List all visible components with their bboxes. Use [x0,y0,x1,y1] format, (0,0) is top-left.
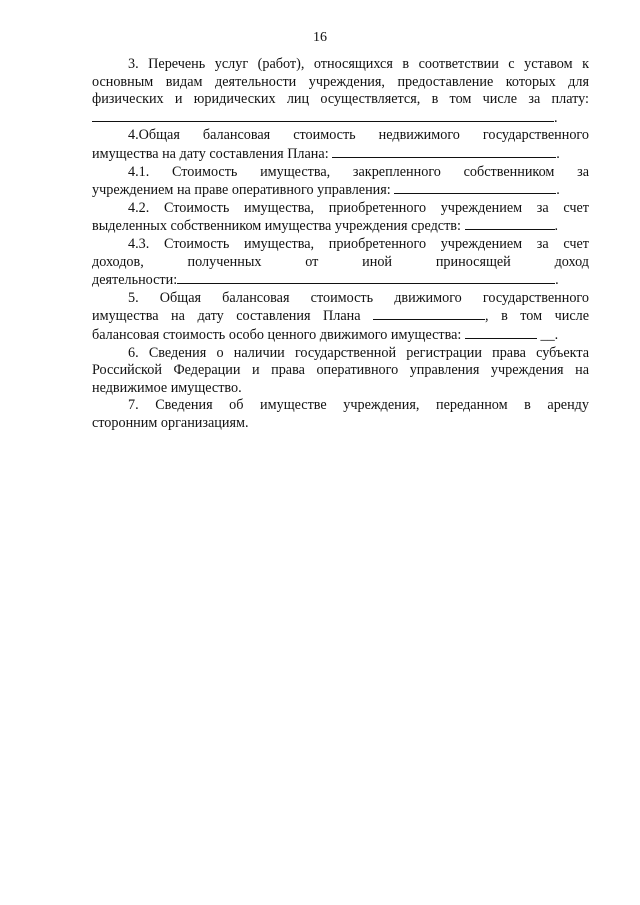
p4-line-1: 4.Общая балансовая стоимость недвижимого государственного [128,127,589,144]
line-period: . [556,182,560,199]
fill-in-line [373,307,485,320]
p6-line-3: недвижимое имущество. [92,379,242,396]
line-period: . [556,145,560,162]
p5-line-1: 5. Общая балансовая стоимость движимого государственного [128,289,589,306]
paragraph-4-1 [92,164,589,182]
p43-line-2: доходов, полученных от иной приносящей доход [92,253,589,270]
paragraph-4-3-cont [92,254,589,290]
p3-line-1: 3. Перечень услуг (работ), относящихся в соответствии с уставом к [128,56,589,72]
fill-in-line [92,109,554,122]
p41-line-2 [92,181,589,200]
paragraph-7-cont [92,415,589,433]
p7-line-1: 7. Сведения об имуществе учреждения, переданном в аренду [128,397,589,414]
p43-line-1: 4.3. Стоимость имущества, приобретенного учреждением за счет [128,235,589,252]
p42-line-2 [92,217,589,236]
p4-line-2-text: имущества на дату составления Плана: [92,145,329,162]
p3-line-4 [92,109,589,128]
paragraph-3 [92,56,589,74]
paragraph-4-2 [92,200,589,218]
line-period: . [554,218,559,235]
paragraph-4-1-cont [92,181,589,200]
p41-line-1: 4.1. Стоимость имущества, закрепленного собственником за [128,163,589,180]
paragraph-3-cont [92,74,589,128]
paragraph-5-cont [92,307,589,344]
paragraph-4 [92,127,589,145]
fill-in-line [177,271,555,284]
p5-line-2 [92,307,589,326]
p5-line-2-text-b: , в том числе [485,308,590,325]
p41-line-2-text: учреждением на праве оперативного управления: [92,182,391,199]
line-end: __. [540,326,559,343]
paragraph-4-cont [92,145,589,164]
p43-line-3 [92,271,589,290]
p7-line-2: сторонним организациям. [92,414,249,431]
p5-line-2-text-a: имущества на дату составления Плана [92,308,361,325]
page-number: 16 [313,30,327,45]
paragraph-7 [92,397,589,415]
p5-line-3 [92,326,589,345]
paragraph-4-2-cont [92,217,589,236]
p43-line-3-text: деятельности: [92,272,178,289]
p3-line-2: основным видам деятельности учреждения, предоставление которых для [92,73,589,90]
p42-line-1: 4.2. Стоимость имущества, приобретенного учреждением за счет [128,199,589,216]
paragraph-6 [92,345,589,363]
fill-in-line [465,217,555,230]
p6-line-1: 6. Сведения о наличии государственной регистрации права субъекта [128,344,589,361]
line-period: . [555,272,559,289]
fill-in-line [394,181,556,194]
paragraph-4-3 [92,236,589,254]
p3-line-3: физических и юридических лиц осуществляется, в том числе за плату: [92,91,589,108]
fill-in-line [465,326,537,339]
p6-line-2: Российской Федерации и права оперативного управления учреждения на [92,362,589,379]
paragraph-5 [92,290,589,308]
document-body [92,56,589,432]
fill-in-line [332,145,556,158]
line-period: . [554,109,558,126]
p42-line-2-text: выделенных собственником имущества учреждения средств: [92,218,461,235]
paragraph-6-cont [92,362,589,397]
p4-line-2 [92,145,589,164]
p5-line-3-text: балансовая стоимость особо ценного движимого имущества: [92,326,462,343]
